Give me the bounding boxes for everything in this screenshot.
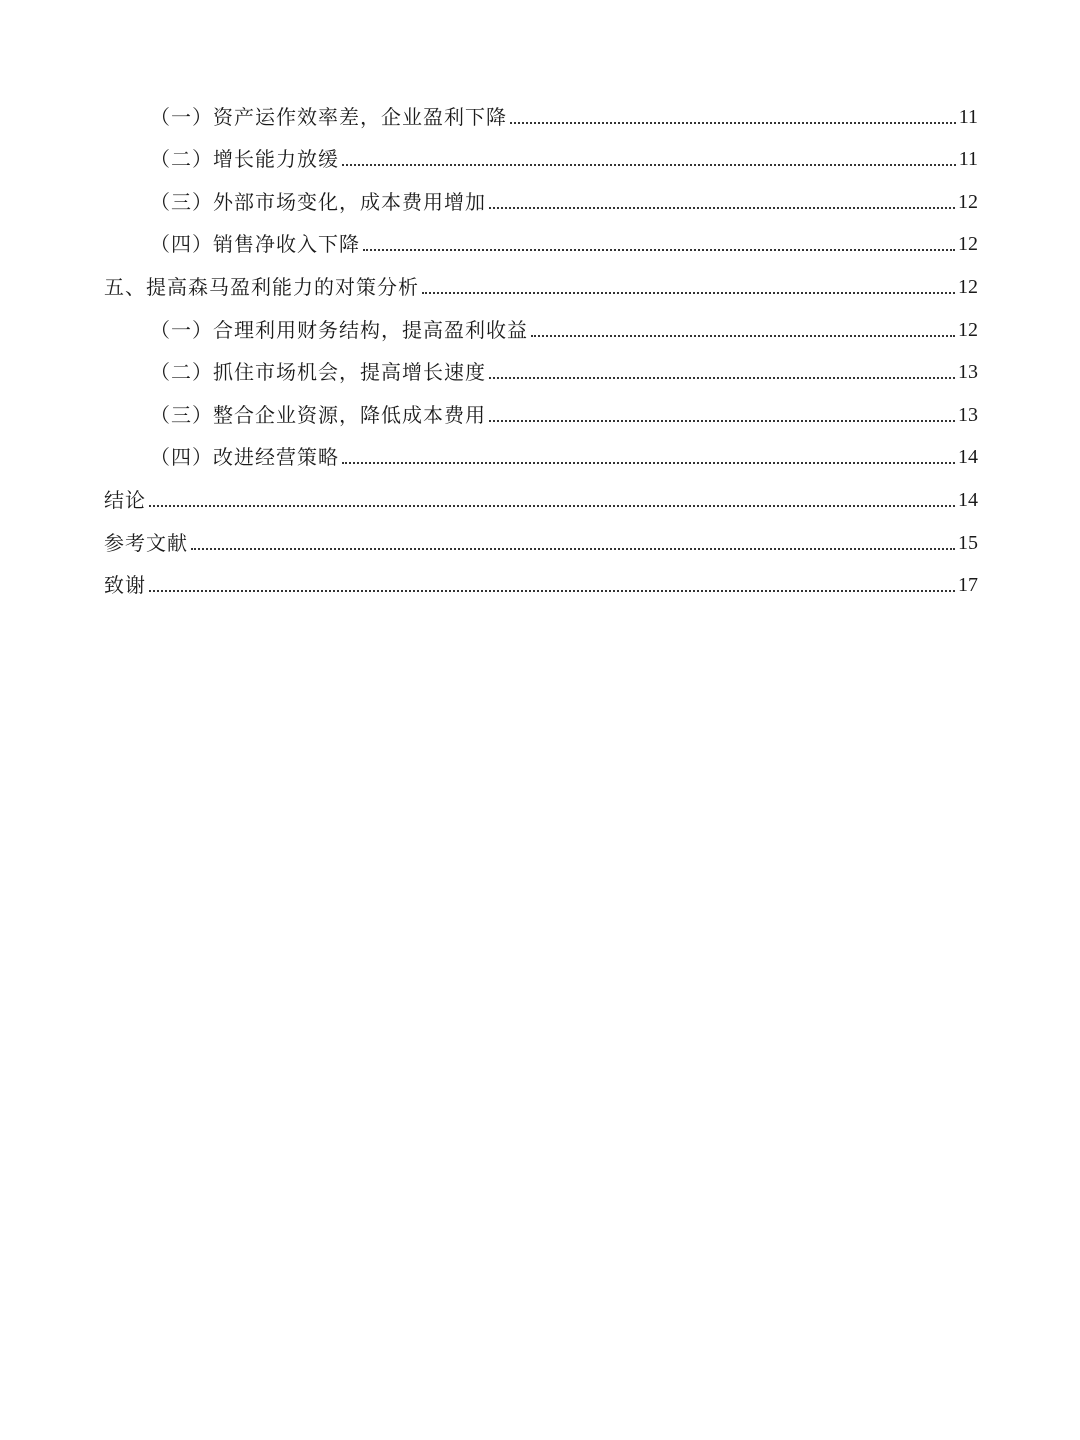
toc-entry[interactable] xyxy=(104,297,978,340)
toc-chapter-entry[interactable] xyxy=(104,467,978,510)
toc-entry[interactable] xyxy=(104,127,978,170)
toc-entry-page: 12 xyxy=(958,190,978,213)
toc-entry-title: （二）抓住市场机会，提高增长速度 xyxy=(150,360,486,385)
toc-dot-leader xyxy=(342,462,955,464)
toc-chapter-entry[interactable] xyxy=(104,510,978,553)
toc-chapter-entry[interactable] xyxy=(104,254,978,297)
toc-dot-leader xyxy=(363,249,955,251)
toc-entry[interactable] xyxy=(104,382,978,425)
toc-entry-page: 15 xyxy=(958,531,978,554)
toc-dot-leader xyxy=(149,505,955,507)
toc-dot-leader xyxy=(191,548,955,550)
toc-dot-leader xyxy=(489,377,955,379)
toc-entry-page: 12 xyxy=(958,275,978,298)
toc-entry-title: （一）资产运作效率差，企业盈利下降 xyxy=(150,104,507,129)
toc-dot-leader xyxy=(531,335,955,337)
toc-dot-leader xyxy=(149,590,955,592)
toc-dot-leader xyxy=(510,122,956,124)
toc-entry-page: 17 xyxy=(958,574,978,597)
toc-entry-title: 五、提高森马盈利能力的对策分析 xyxy=(104,274,419,299)
toc-entry-page: 12 xyxy=(958,233,978,256)
toc-entry-page: 14 xyxy=(958,446,978,469)
toc-entry[interactable] xyxy=(104,169,978,212)
toc-entry-title: 参考文献 xyxy=(104,530,188,555)
toc-entry[interactable] xyxy=(104,340,978,383)
toc-entry-title: （四）改进经营策略 xyxy=(150,445,339,470)
toc-entry-title: （三）整合企业资源，降低成本费用 xyxy=(150,402,486,427)
toc-entry-page: 13 xyxy=(958,361,978,384)
toc-entry-page: 12 xyxy=(958,318,978,341)
toc-entry-title: （四）销售净收入下降 xyxy=(150,232,360,257)
toc-entry-title: （三）外部市场变化，成本费用增加 xyxy=(150,189,486,214)
toc-dot-leader xyxy=(489,420,955,422)
toc-entry-title: 结论 xyxy=(104,487,146,512)
toc-chapter-entry[interactable] xyxy=(104,553,978,596)
toc-entry-title: （一）合理利用财务结构，提高盈利收益 xyxy=(150,317,528,342)
toc-entry-page: 14 xyxy=(958,488,978,511)
toc-entry[interactable] xyxy=(104,84,978,127)
toc-entry[interactable] xyxy=(104,425,978,468)
toc-entry[interactable] xyxy=(104,212,978,255)
toc-entry-page: 11 xyxy=(958,148,978,171)
toc-entry-title: 致谢 xyxy=(104,573,146,598)
toc-entry-title: （二）增长能力放缓 xyxy=(150,147,339,172)
toc-dot-leader xyxy=(342,164,956,166)
toc-dot-leader xyxy=(422,292,955,294)
toc-entry-page: 11 xyxy=(958,105,978,128)
toc-entry-page: 13 xyxy=(958,403,978,426)
toc-dot-leader xyxy=(489,207,955,209)
table-of-contents xyxy=(104,84,978,598)
